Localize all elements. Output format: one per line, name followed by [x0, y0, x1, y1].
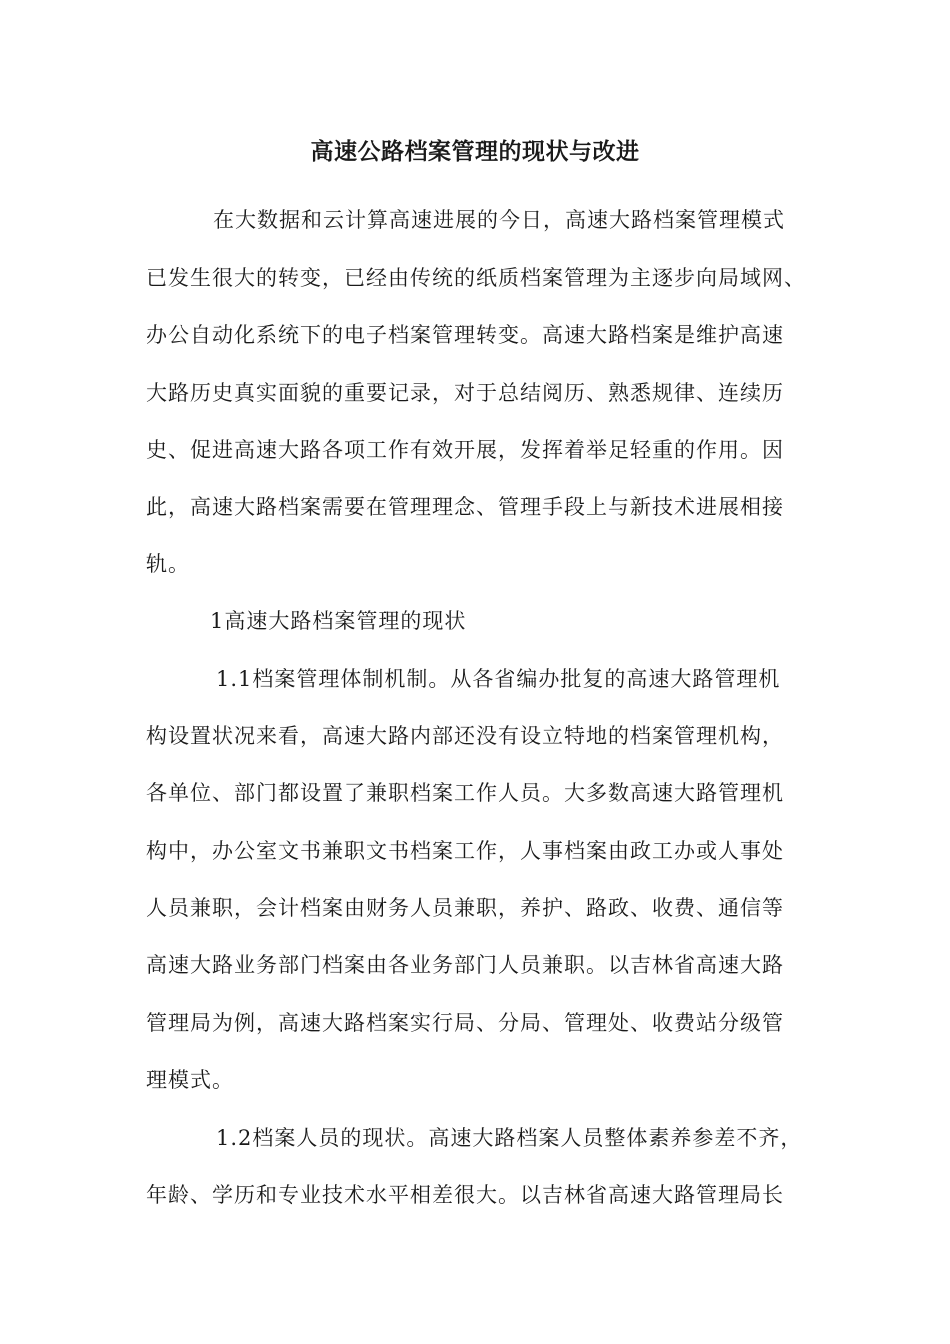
- paragraph-line: 人员兼职，会计档案由财务人员兼职，养护、路政、收费、通信等: [146, 896, 784, 920]
- paragraph-line: 轨。: [146, 552, 190, 576]
- paragraph-line: 理模式。: [146, 1068, 234, 1092]
- paragraph-line: 高速大路业务部门档案由各业务部门人员兼职。以吉林省高速大路: [146, 953, 784, 977]
- paragraph-line: 1.2档案人员的现状。高速大路档案人员整体素养参差不齐，: [216, 1126, 803, 1150]
- paragraph-line: 大路历史真实面貌的重要记录，对于总结阅历、熟悉规律、连续历: [146, 381, 784, 405]
- paragraph-line: 构中，办公室文书兼职文书档案工作，人事档案由政工办或人事处: [146, 839, 784, 863]
- paragraph-line: 在大数据和云计算高速进展的今日，高速大路档案管理模式: [213, 208, 785, 232]
- document-title: 高速公路档案管理的现状与改进: [310, 138, 640, 165]
- paragraph-line: 构设置状况来看，高速大路内部还没有设立特地的档案管理机构，: [146, 724, 784, 748]
- paragraph-line: 已发生很大的转变，已经由传统的纸质档案管理为主逐步向局域网、: [146, 266, 806, 290]
- section-heading: 1高速大路档案管理的现状: [210, 609, 467, 633]
- paragraph-line: 管理局为例，高速大路档案实行局、分局、管理处、收费站分级管: [146, 1011, 784, 1035]
- paragraph-line: 1.1档案管理体制机制。从各省编办批复的高速大路管理机: [216, 667, 781, 691]
- paragraph-line: 年龄、学历和专业技术水平相差很大。以吉林省高速大路管理局长: [146, 1183, 784, 1207]
- paragraph-line: 史、促进高速大路各项工作有效开展，发挥着举足轻重的作用。因: [146, 438, 784, 462]
- paragraph-line: 此，高速大路档案需要在管理理念、管理手段上与新技术进展相接: [146, 495, 784, 519]
- paragraph-line: 办公自动化系统下的电子档案管理转变。高速大路档案是维护高速: [146, 323, 784, 347]
- paragraph-line: 各单位、部门都设置了兼职档案工作人员。大多数高速大路管理机: [146, 781, 784, 805]
